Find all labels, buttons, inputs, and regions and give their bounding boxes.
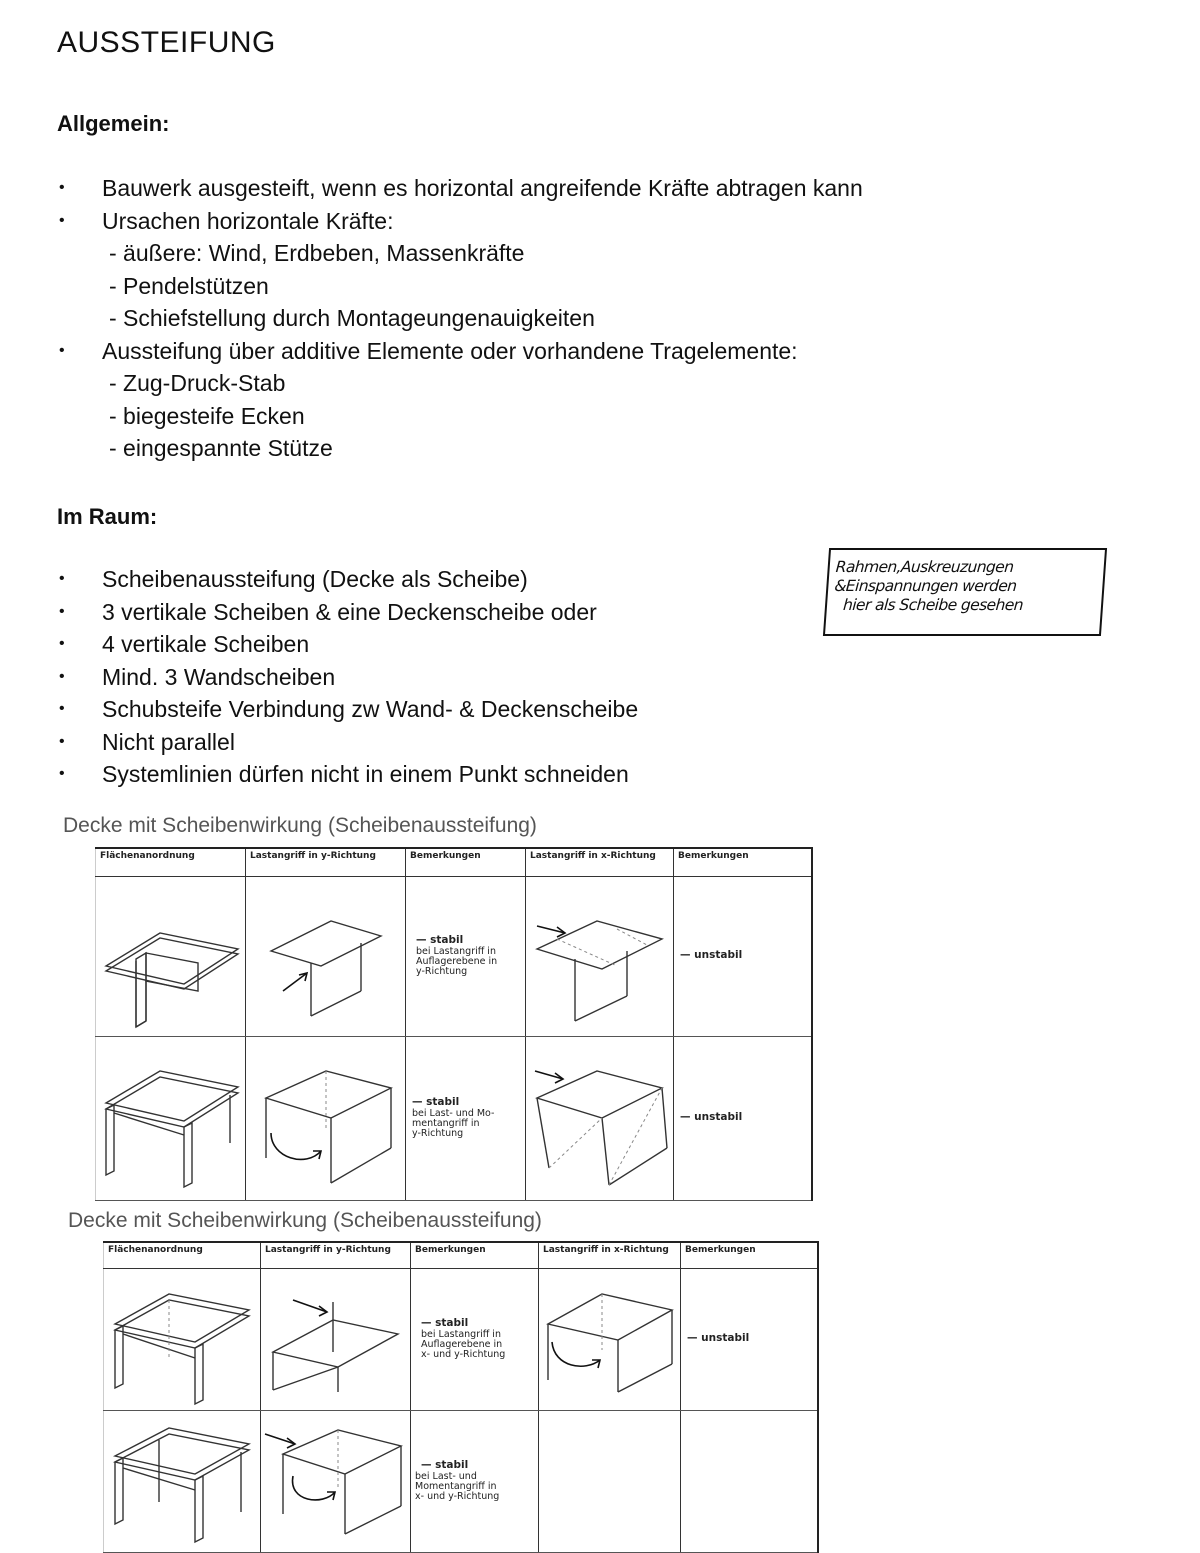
table-header: Lastangriff in y-Richtung xyxy=(261,1242,411,1268)
remark-x: — unstabil xyxy=(680,1111,743,1123)
note-line: Rahmen,Auskreuzungen xyxy=(835,558,1015,576)
page-title: AUSSTEIFUNG xyxy=(57,26,276,59)
sub-item: - Pendelstützen xyxy=(109,272,269,299)
table-row xyxy=(104,1410,818,1552)
bullet-item: • Nicht parallel xyxy=(57,726,638,759)
table-row xyxy=(96,1036,812,1200)
figure-caption: Decke mit Scheibenwirkung (Scheibenaussteifung) xyxy=(63,814,537,837)
sub-item: - äußere: Wind, Erdbeben, Massenkräfte xyxy=(109,240,525,266)
table-header: Lastangriff in x-Richtung xyxy=(539,1242,681,1268)
remark-y: — stabil bei Last- und Momentangriff in x- und y-Richtung xyxy=(415,1459,500,1502)
bullet-item: • Aussteifung über additive Elemente oder vorhandene Tragelemente: xyxy=(57,335,863,368)
section-heading-allgemein: Allgemein: xyxy=(57,111,170,136)
remark-x: — unstabil xyxy=(680,949,743,961)
list-allgemein xyxy=(57,172,863,465)
load-y-illustration xyxy=(251,881,401,1031)
bullet-item: • Ursachen horizontale Kräfte: xyxy=(57,205,863,238)
bullet-item: • Systemlinien dürfen nicht in einem Punkt schneiden xyxy=(57,758,638,791)
figure-table-1 xyxy=(95,847,813,1201)
table-header: Lastangriff in x-Richtung xyxy=(526,848,674,876)
table-header: Bemerkungen xyxy=(411,1242,539,1268)
table-header: Bemerkungen xyxy=(681,1242,818,1268)
moment-xy-illustration xyxy=(263,1414,408,1549)
remark-y: — stabil bei Lastangriff in Auflagerebene in x- und y-Richtung xyxy=(421,1317,506,1360)
list-im-raum xyxy=(57,563,638,791)
sub-item: - biegesteife Ecken xyxy=(109,402,305,429)
sub-item: - eingespannte Stütze xyxy=(109,435,333,461)
sub-item: - Zug-Druck-Stab xyxy=(109,370,286,396)
bullet-item: • 3 vertikale Scheiben & eine Deckenscheibe oder xyxy=(57,596,638,629)
figure-table-2 xyxy=(103,1241,819,1553)
load-x-illustration xyxy=(527,881,672,1031)
table-header: Bemerkungen xyxy=(674,848,812,876)
section-heading-im-raum: Im Raum: xyxy=(57,504,158,529)
table-header: Lastangriff in y-Richtung xyxy=(246,848,406,876)
moment-y-illustration xyxy=(251,1043,401,1193)
bullet-item: • Bauwerk ausgesteift, wenn es horizontal angreifende Kräfte abtragen kann xyxy=(57,172,863,205)
note-line: hier als Scheibe gesehen xyxy=(842,596,1024,614)
load-y-xy-illustration xyxy=(263,1272,408,1407)
bullet-item: • Mind. 3 Wandscheiben xyxy=(57,661,638,694)
sub-item: - Schiefstellung durch Montageungenauigkeiten xyxy=(109,305,595,331)
note-line: &Einspannungen werden xyxy=(833,577,1018,595)
load-x-unstable-illustration xyxy=(527,1043,672,1193)
table-header: Bemerkungen xyxy=(406,848,526,876)
bullet-item: • 4 vertikale Scheiben xyxy=(57,628,638,661)
handwritten-note-box xyxy=(823,548,1107,636)
table-row xyxy=(104,1268,818,1410)
figure-caption: Decke mit Scheibenwirkung (Scheibenaussteifung) xyxy=(68,1209,542,1232)
table-header: Flächenanordnung xyxy=(104,1242,261,1268)
plate-walls-xy-illustration xyxy=(107,1272,257,1407)
bullet-item: • Schubsteife Verbindung zw Wand- & Deckenscheibe xyxy=(57,693,638,726)
plate-two-walls-illustration xyxy=(98,1043,244,1193)
remark-y: — stabil bei Lastangriff in Auflagerebene in y-Richtung xyxy=(416,934,498,977)
plate-one-wall-illustration xyxy=(98,881,244,1031)
bullet-item: • Scheibenaussteifung (Decke als Scheibe) xyxy=(57,563,638,596)
load-x-xy-illustration xyxy=(540,1272,680,1407)
plate-four-walls-illustration xyxy=(107,1414,257,1549)
table-header: Flächenanordnung xyxy=(96,848,246,876)
table-row xyxy=(96,876,812,1036)
remark-y: — stabil bei Last- und Mo- mentangriff in y-Richtung xyxy=(412,1096,495,1139)
remark-x: — unstabil xyxy=(687,1332,750,1344)
